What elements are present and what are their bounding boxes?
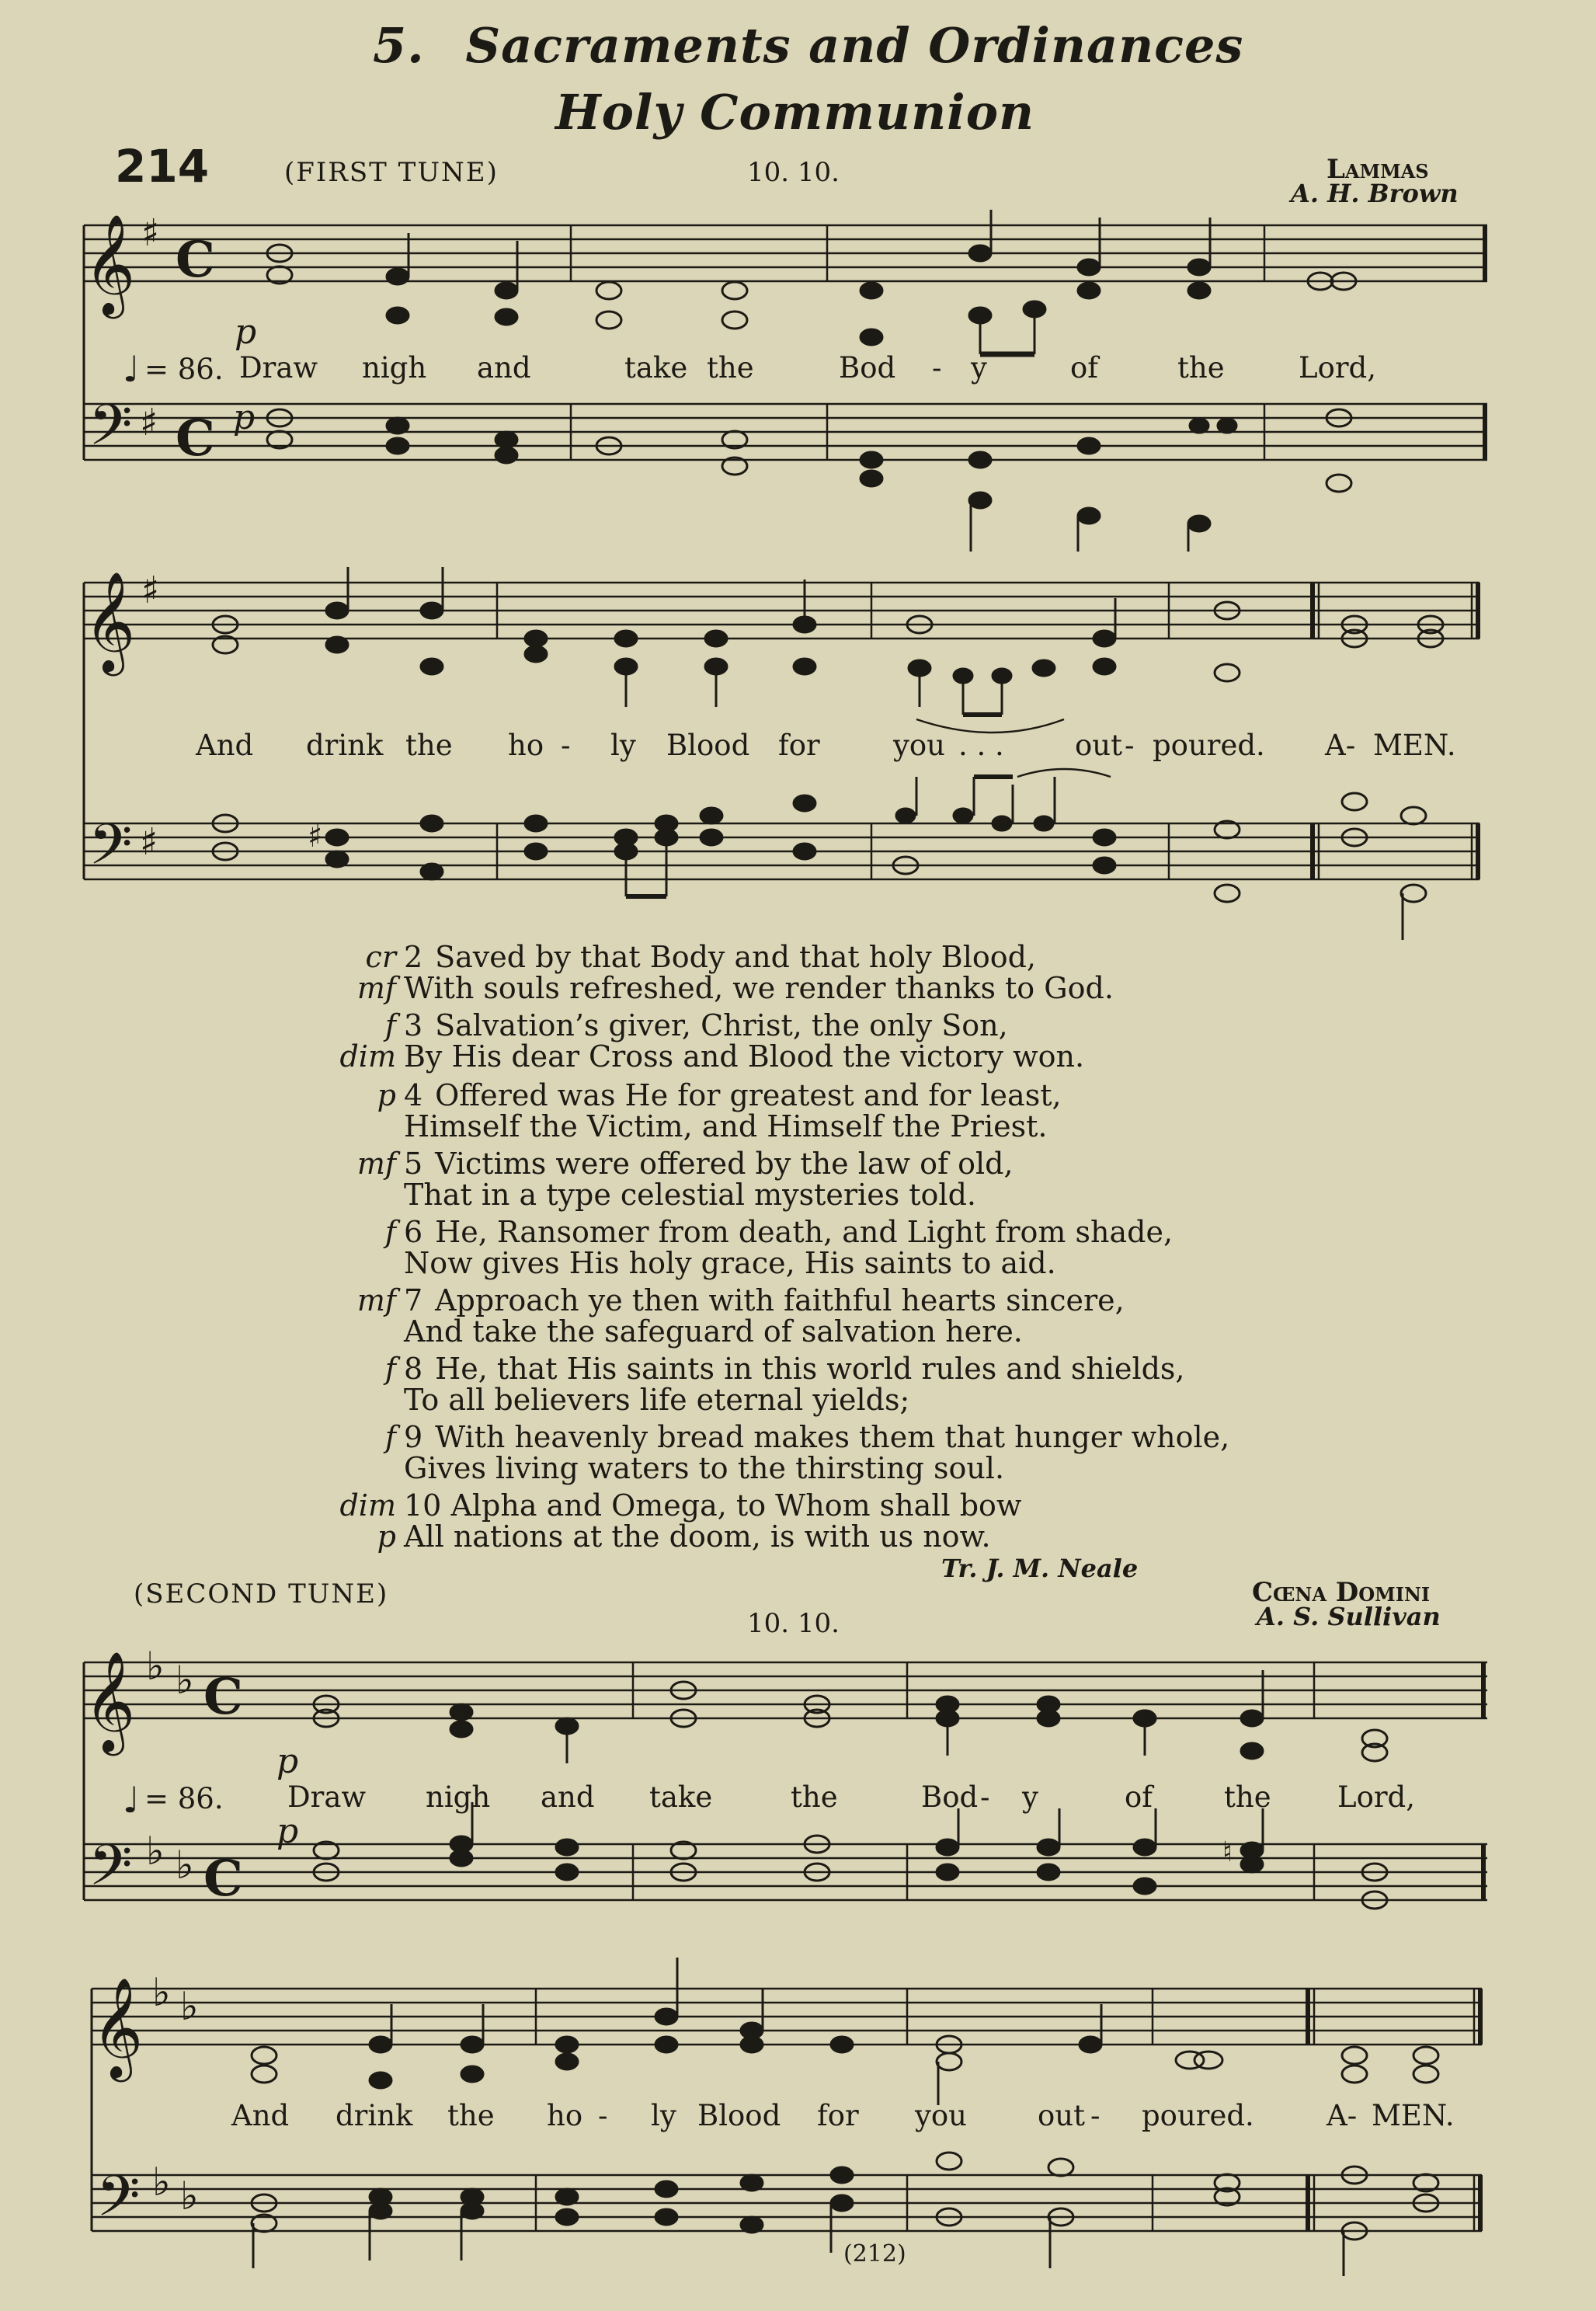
verse-3-line-1: f 3 Salvation’s giver, Christ, the only Son, <box>384 1008 1008 1042</box>
svg-text:p: p <box>233 398 256 437</box>
translator-credit: Tr. J. M. Neale <box>941 1554 1139 1583</box>
svg-text:♭: ♭ <box>152 1970 171 2015</box>
section-title: Sacraments and Ordinances <box>465 17 1244 74</box>
verse-5: mf 5 Victims were offered by the law of old, That in a type celestial mysteries told. <box>356 1147 1014 1212</box>
svg-text:♭: ♭ <box>176 1843 194 1888</box>
page-number: (212) <box>843 2240 906 2267</box>
verse-10-line-1: dim 10 Alpha and Omega, to Whom shall bow <box>339 1488 1022 1523</box>
svg-text:C: C <box>176 409 215 468</box>
verse-8: f 8 He, that His saints in this world rules and shields, To all believers life eternal yields; <box>384 1352 1185 1417</box>
svg-text:♮: ♮ <box>1222 1836 1233 1868</box>
second-tune-label: (SECOND TUNE) <box>134 1578 389 1610</box>
svg-text:p: p <box>276 1812 299 1851</box>
svg-text:♯: ♯ <box>141 211 160 255</box>
svg-text:♭: ♭ <box>180 2174 199 2219</box>
svg-text:♭: ♭ <box>152 2160 171 2205</box>
quarter-note-icon-2: ♩ <box>123 1779 140 1821</box>
section-number: 5. <box>373 17 425 74</box>
verse-4: p 4 Offered was He for greatest and for least, Himself the Victim, and Himself the Priest. <box>377 1078 1062 1143</box>
verse-10-line-2: p All nations at the doom, is with us now. <box>377 1519 991 1554</box>
common-time-icon: C <box>176 231 215 289</box>
subsection-title: Holy Communion <box>555 84 1035 141</box>
second-tune-composer: A. S. Sullivan <box>1257 1602 1441 1631</box>
svg-text:𝄢: 𝄢 <box>89 811 133 891</box>
section-heading <box>373 17 1243 74</box>
dynamic-p: p <box>235 312 257 352</box>
second-tune-meter: 10. 10. <box>747 1608 840 1639</box>
verse-7: mf 7 Approach ye then with faithful hearts sincere, And take the safeguard of salvation here. <box>356 1283 1125 1349</box>
second-tune-name: Cœna Domini <box>1252 1577 1431 1608</box>
svg-text:C: C <box>203 1850 243 1908</box>
svg-text:𝄞: 𝄞 <box>84 1651 136 1752</box>
svg-text:p: p <box>276 1742 299 1781</box>
hymn-number: 214 <box>115 140 210 193</box>
verse-2-line-1: cr 2 Saved by that Body and that holy Blood, <box>365 940 1037 974</box>
svg-text:♯: ♯ <box>308 819 323 854</box>
svg-text:𝄞: 𝄞 <box>84 571 136 672</box>
first-tune-meter: 10. 10. <box>747 157 840 188</box>
svg-text:♯: ♯ <box>140 820 158 864</box>
svg-text:♭: ♭ <box>146 1829 165 1874</box>
svg-text:♭: ♭ <box>176 1658 194 1703</box>
svg-text:♯: ♯ <box>141 569 160 612</box>
svg-text:𝄞: 𝄞 <box>92 1977 144 2078</box>
svg-text:♭: ♭ <box>146 1644 165 1689</box>
svg-text:♭: ♭ <box>180 1984 199 2029</box>
second-tune-tempo: = 86. <box>144 1782 224 1815</box>
verse-9: f 9 With heavenly bread makes them that hunger whole, Gives living waters to the thirsting soul. <box>384 1420 1230 1485</box>
treble-clef-icon: 𝄞 <box>84 214 136 315</box>
first-tune-label: (FIRST TUNE) <box>284 157 499 188</box>
first-tune-tempo: = 86. <box>144 353 224 386</box>
verse-3-line-2: dim By His dear Cross and Blood the victory won. <box>339 1039 1085 1074</box>
first-tune-name: Lammas <box>1327 154 1429 185</box>
svg-text:𝄢: 𝄢 <box>89 1832 133 1912</box>
verse-6: f 6 He, Ransomer from death, and Light from shade, Now gives His holy grace, His saints to aid. <box>384 1215 1174 1280</box>
quarter-note-icon: ♩ <box>123 348 140 390</box>
first-tune-composer: A. H. Brown <box>1291 179 1459 208</box>
svg-text:𝄢: 𝄢 <box>96 2163 141 2243</box>
verse-2-line-2: mf With souls refreshed, we render thanks to God. <box>356 971 1114 1005</box>
svg-text:♯: ♯ <box>140 401 158 444</box>
svg-text:C: C <box>203 1668 243 1726</box>
bass-clef-icon: 𝄢 <box>89 392 133 472</box>
